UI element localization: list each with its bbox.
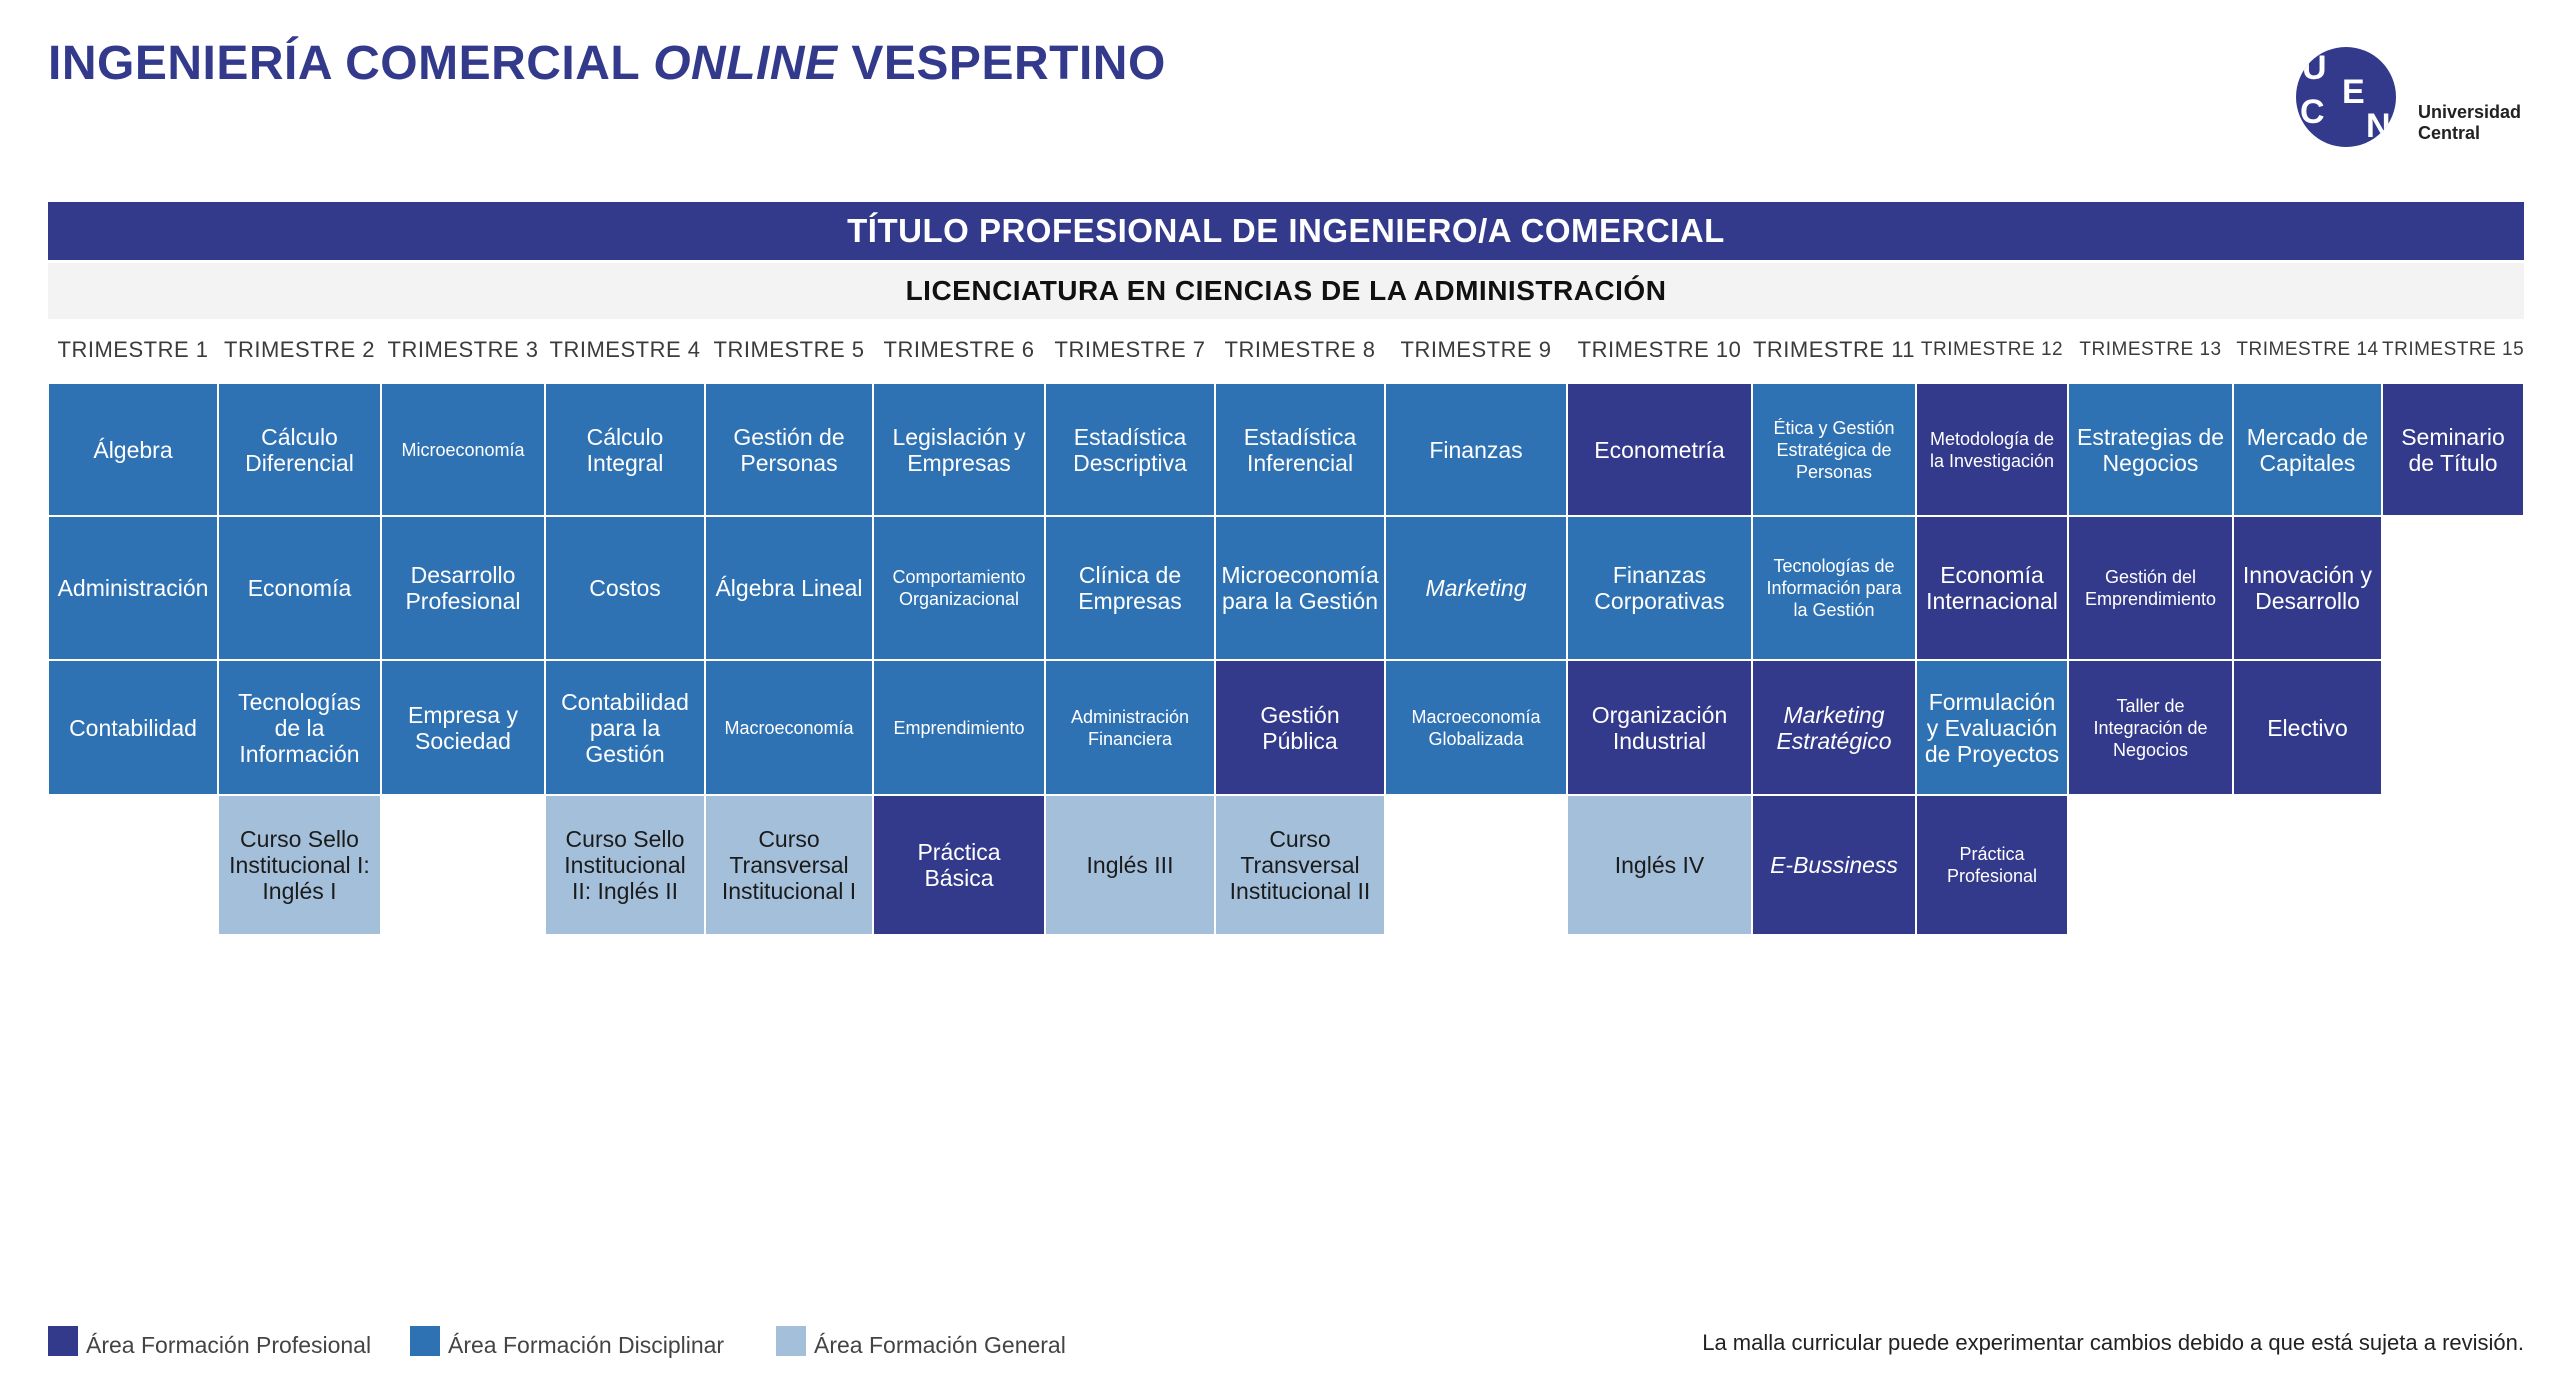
ucen-logo [2296, 42, 2536, 152]
course-cell-estadistica-descriptiva: Estadística Descriptiva [1045, 383, 1215, 516]
course-cell-curso-transversal-institucional-ii: Curso Transversal Institucional II [1215, 795, 1385, 935]
course-cell-emprendimiento: Emprendimiento [873, 660, 1045, 795]
logo-letter-u: U [2302, 49, 2327, 87]
logo-letter-e: E [2342, 73, 2365, 111]
course-cell-finanzas-corporativas: Finanzas Corporativas [1567, 516, 1752, 660]
trimestre-header-2: TRIMESTRE 2 [224, 337, 375, 362]
logo-letter-n: N [2366, 107, 2391, 145]
trimestre-header-3: TRIMESTRE 3 [387, 337, 539, 362]
course-cell-clinica-de-empresas: Clínica de Empresas [1045, 516, 1215, 660]
course-cell-practica-basica: Práctica Básica [873, 795, 1045, 935]
course-cell-administracion-financiera: Administración Financiera [1045, 660, 1215, 795]
course-cell-finanzas: Finanzas [1385, 383, 1567, 516]
course-cell-tecnologias-de-la-informacion: Tecnologías de la Información [218, 660, 381, 795]
logo-letter-c: C [2300, 93, 2325, 131]
course-cell-mercado-de-capitales: Mercado de Capitales [2233, 383, 2382, 516]
trimestre-header-12: TRIMESTRE 12 [1920, 339, 2064, 360]
logo-university-name [2418, 102, 2521, 144]
page-title [48, 36, 1166, 91]
course-cell-microeconomia: Microeconomía [381, 383, 545, 516]
titulo-profesional-bar: TÍTULO PROFESIONAL DE INGENIERO/A COMERCIAL [48, 202, 2524, 260]
licenciatura-bar: LICENCIATURA EN CIENCIAS DE LA ADMINISTRACIÓN [48, 263, 2524, 319]
trimestre-header-10: TRIMESTRE 10 [1577, 337, 1742, 362]
course-cell-economia-internacional: Economía Internacional [1916, 516, 2068, 660]
course-cell-empresa-y-sociedad: Empresa y Sociedad [381, 660, 545, 795]
title-part-1: INGENIERÍA COMERCIAL [48, 37, 654, 90]
course-cell-marketing: Marketing [1385, 516, 1567, 660]
course-cell-etica-y-gestion-estrategica-de-personas: Ética y Gestión Estratégica de Personas [1752, 383, 1916, 516]
course-cell-innovacion-y-desarrollo: Innovación y Desarrollo [2233, 516, 2382, 660]
trimestre-header-7: TRIMESTRE 7 [1054, 337, 1206, 362]
trimestre-header-6: TRIMESTRE 6 [883, 337, 1035, 362]
course-cell-administracion: Administración [48, 516, 218, 660]
legend-swatch-general [776, 1326, 806, 1356]
ucen-logo-circle [2296, 47, 2396, 147]
course-cell-comportamiento-organizacional: Comportamiento Organizacional [873, 516, 1045, 660]
course-cell-gestion-de-personas: Gestión de Personas [705, 383, 873, 516]
course-cell-legislacion-y-empresas: Legislación y Empresas [873, 383, 1045, 516]
course-cell-gestion-publica: Gestión Pública [1215, 660, 1385, 795]
course-cell-economia: Economía [218, 516, 381, 660]
legend-label-profesional: Área Formación Profesional [86, 1332, 372, 1358]
title-online: ONLINE [653, 37, 838, 90]
legend-swatch-profesional [48, 1326, 78, 1356]
course-cell-ingles-iii: Inglés III [1045, 795, 1215, 935]
trimestre-header-15: TRIMESTRE 15 [2382, 339, 2525, 360]
trimestre-header-1: TRIMESTRE 1 [57, 337, 209, 362]
course-cell-estadistica-inferencial: Estadística Inferencial [1215, 383, 1385, 516]
trimestre-header-9: TRIMESTRE 9 [1400, 337, 1552, 362]
course-cell-taller-de-integracion-de-negocios: Taller de Integración de Negocios [2068, 660, 2233, 795]
course-cell-contabilidad: Contabilidad [48, 660, 218, 795]
course-cell-macroeconomia: Macroeconomía [705, 660, 873, 795]
course-cell-formulacion-y-evaluacion-de-proyectos: Formulación y Evaluación de Proyectos [1916, 660, 2068, 795]
course-cell-seminario-de-titulo: Seminario de Título [2382, 383, 2524, 516]
course-cell-curso-sello-institucional-i-ingles-i: Curso Sello Institucional I: Inglés I [218, 795, 381, 935]
trimestre-header-5: TRIMESTRE 5 [713, 337, 865, 362]
course-cell-costos: Costos [545, 516, 705, 660]
course-cell-ingles-iv: Inglés IV [1567, 795, 1752, 935]
legend-swatch-disciplinar [410, 1326, 440, 1356]
course-cell-contabilidad-para-la-gestion: Contabilidad para la Gestión [545, 660, 705, 795]
course-cell-calculo-integral: Cálculo Integral [545, 383, 705, 516]
trimestre-header-14: TRIMESTRE 14 [2236, 339, 2379, 360]
trimestre-header-13: TRIMESTRE 13 [2079, 339, 2222, 360]
course-cell-metodologia-de-la-investigacion: Metodología de la Investigación [1916, 383, 2068, 516]
logo-name-line-2: Central [2418, 123, 2481, 143]
course-cell-estrategias-de-negocios: Estrategias de Negocios [2068, 383, 2233, 516]
course-cell-gestion-del-emprendimiento: Gestión del Emprendimiento [2068, 516, 2233, 660]
course-cell-practica-profesional: Práctica Profesional [1916, 795, 2068, 935]
trimestre-header-11: TRIMESTRE 11 [1752, 337, 1916, 362]
course-cell-electivo: Electivo [2233, 660, 2382, 795]
course-cell-microeconomia-para-la-gestion: Microeconomía para la Gestión [1215, 516, 1385, 660]
course-cell-organizacion-industrial: Organización Industrial [1567, 660, 1752, 795]
course-cell-macroeconomia-globalizada: Macroeconomía Globalizada [1385, 660, 1567, 795]
course-cell-tecnologias-de-informacion-para-la-gestion: Tecnologías de Información para la Gestión [1752, 516, 1916, 660]
course-cell-econometria: Econometría [1567, 383, 1752, 516]
course-cell-curso-transversal-institucional-i: Curso Transversal Institucional I [705, 795, 873, 935]
course-cell-algebra-lineal: Álgebra Lineal [705, 516, 873, 660]
revision-note: La malla curricular puede experimentar cambios debido a que está sujeta a revisión. [1702, 1330, 2524, 1355]
trimestre-header-4: TRIMESTRE 4 [549, 337, 701, 362]
logo-name-line-1: Universidad [2418, 102, 2522, 122]
trimestre-header-8: TRIMESTRE 8 [1224, 337, 1376, 362]
course-cell-marketing-estrategico: Marketing Estratégico [1752, 660, 1916, 795]
course-cell-curso-sello-institucional-ii-ingles-ii: Curso Sello Institucional II: Inglés II [545, 795, 705, 935]
course-cell-e-bussiness: E-Bussiness [1752, 795, 1916, 935]
course-cell-desarrollo-profesional: Desarrollo Profesional [381, 516, 545, 660]
course-cell-calculo-diferencial: Cálculo Diferencial [218, 383, 381, 516]
legend-label-general: Área Formación General [814, 1332, 1066, 1358]
title-part-2: VESPERTINO [837, 37, 1166, 90]
course-cell-algebra: Álgebra [48, 383, 218, 516]
legend-label-disciplinar: Área Formación Disciplinar [448, 1332, 725, 1358]
